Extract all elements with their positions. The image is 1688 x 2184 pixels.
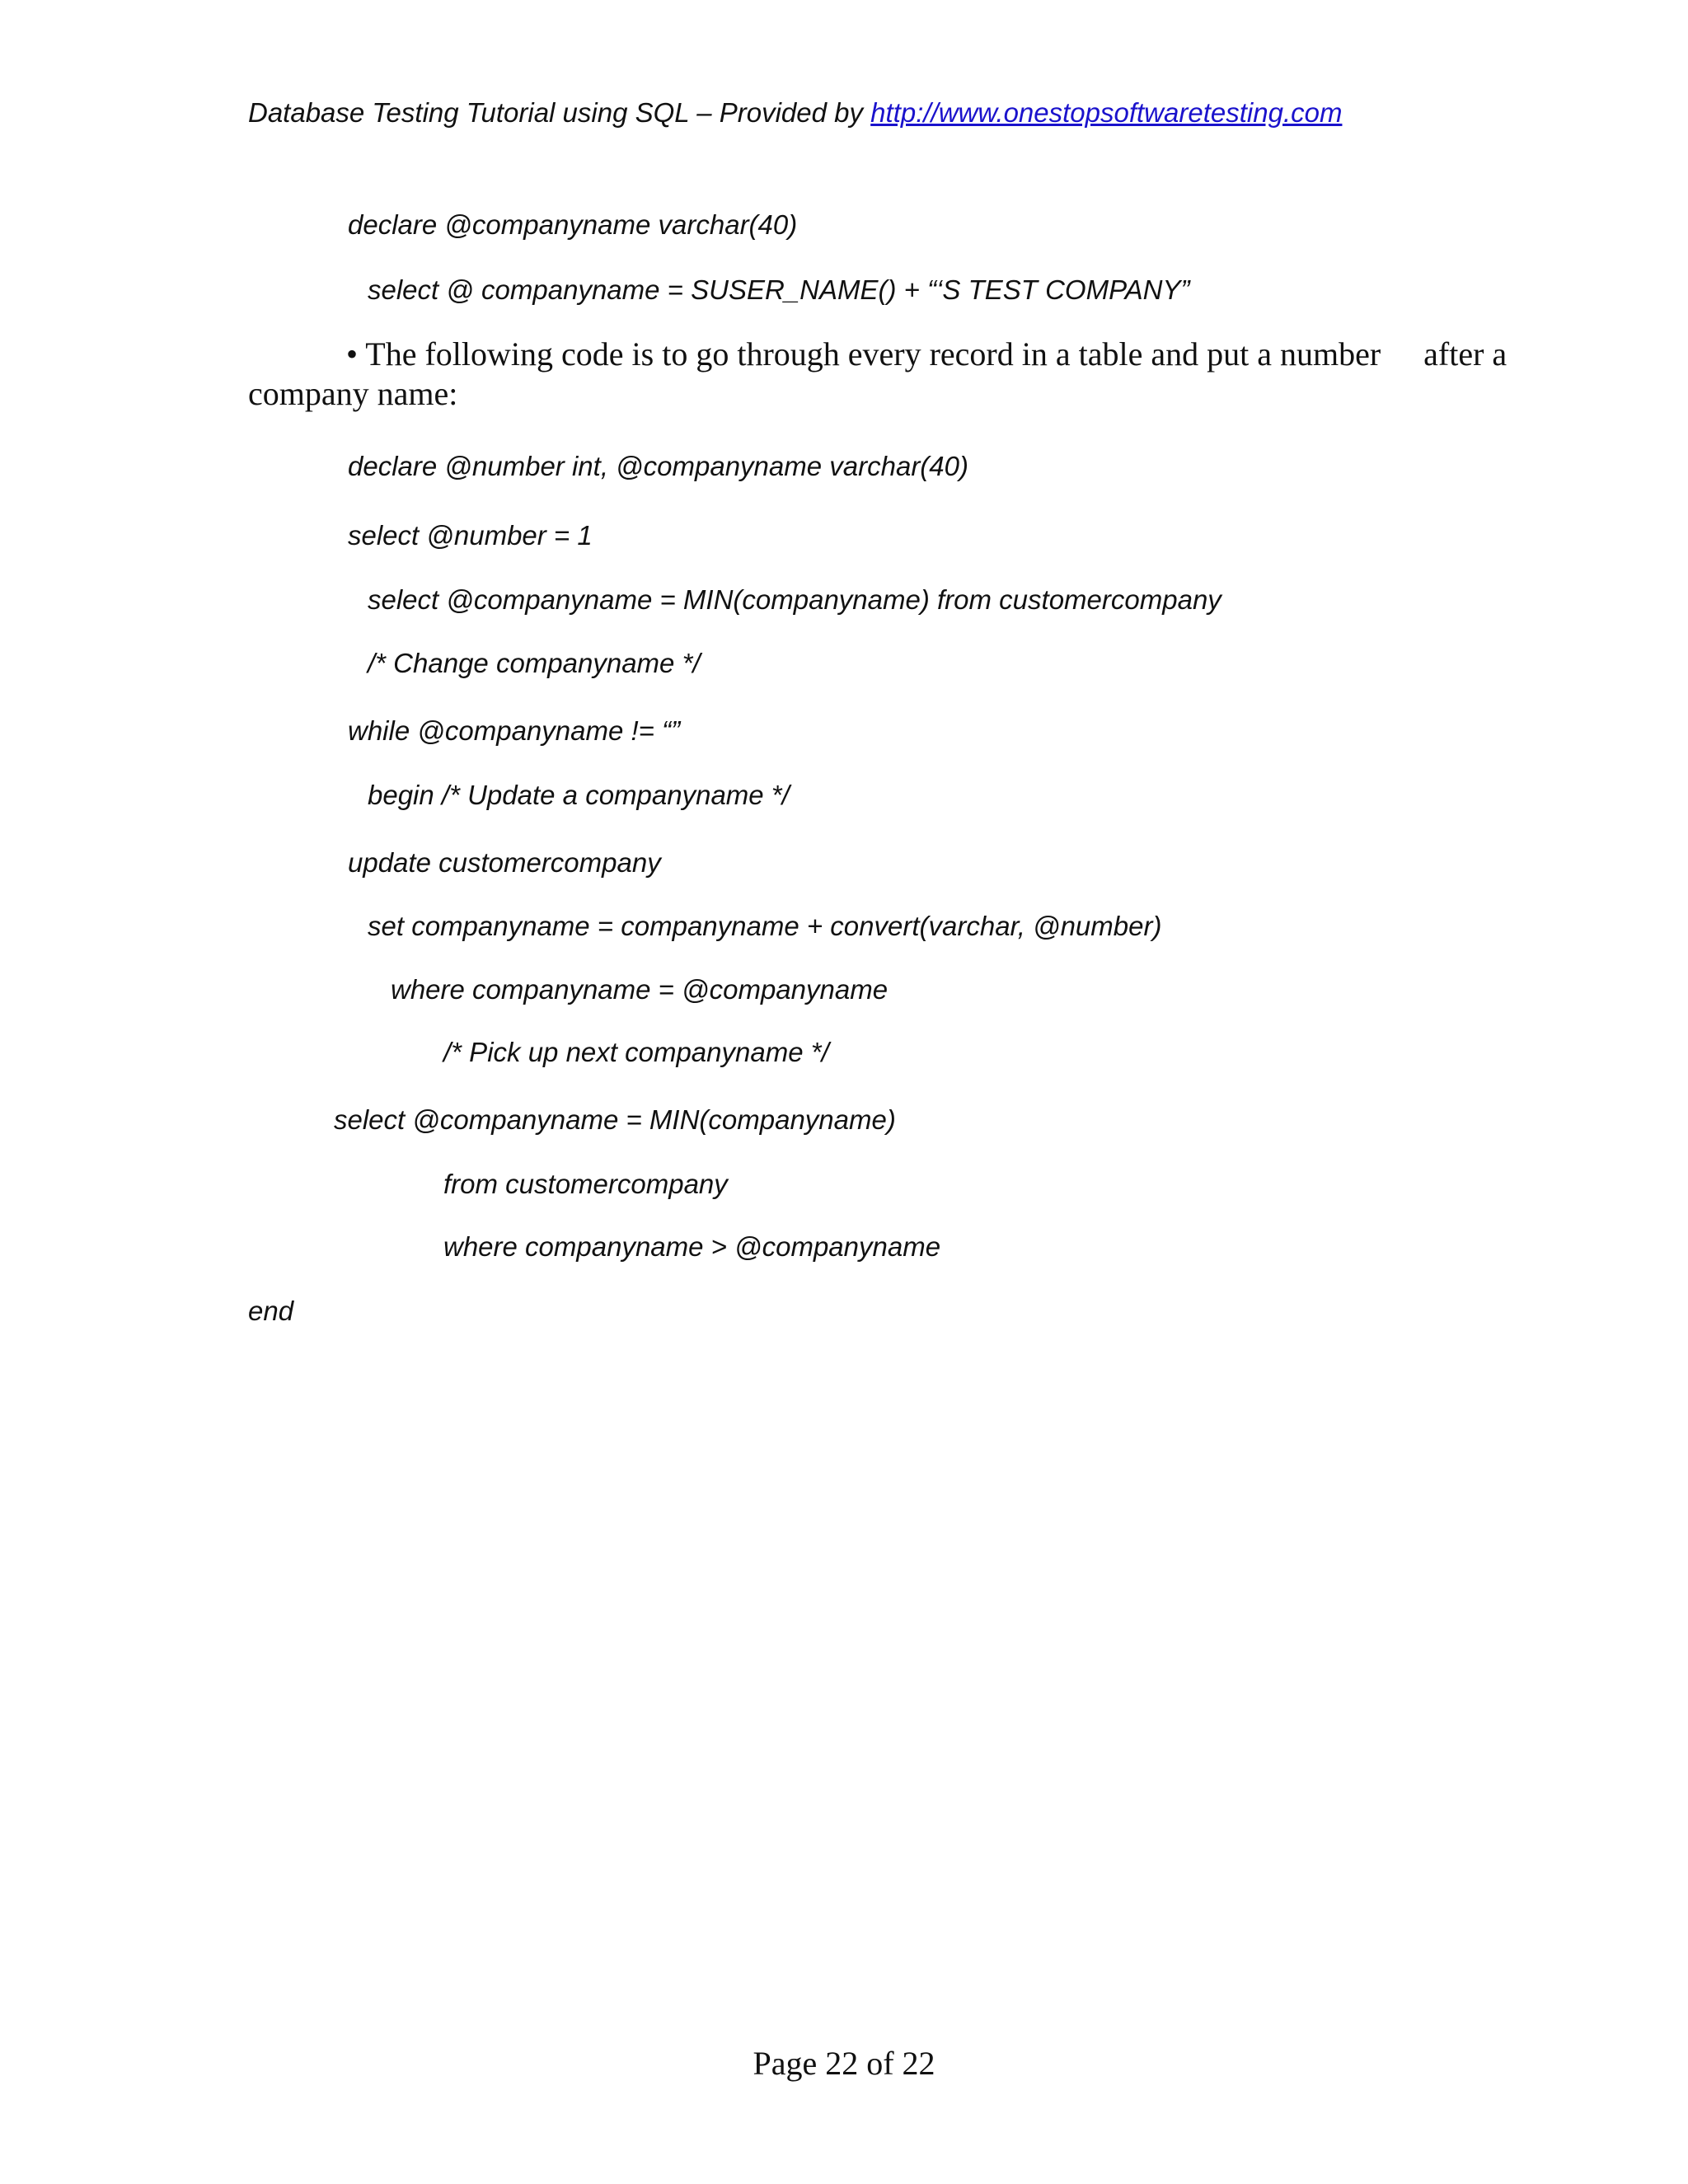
code-line-declare-number: declare @number int, @companyname varchar(40)	[348, 451, 968, 481]
page-header	[248, 97, 1342, 129]
code-line-select-suser-name: select @ companyname = SUSER_NAME() + “‘S TEST COMPANY”	[368, 274, 1190, 305]
code-line-comment-pick-up: /* Pick up next companyname */	[443, 1037, 829, 1067]
code-line-where-equal: where companyname = @companyname	[391, 974, 889, 1005]
code-line-begin: begin /* Update a companyname */	[368, 780, 790, 810]
code-line-end: end	[248, 1296, 294, 1326]
code-line-select-min: select @companyname = MIN(companyname) from customercompany	[368, 584, 1221, 615]
header-title: Database Testing Tutorial using SQL – Provided by	[248, 97, 871, 128]
page-number: Page 22 of 22	[753, 2045, 935, 2082]
paragraph-text-part1: The following code is to go through every record in a table and put a number	[365, 335, 1381, 373]
code-line-set: set companyname = companyname + convert(varchar, @number)	[368, 911, 1162, 941]
code-line-update: update customercompany	[348, 847, 661, 878]
instruction-paragraph	[248, 335, 1524, 414]
code-line-select-min-2: select @companyname = MIN(companyname)	[334, 1104, 896, 1135]
paragraph-text-line2: company name:	[248, 375, 458, 412]
code-line-while: while @companyname != “”	[348, 715, 681, 746]
bullet-icon: •	[346, 335, 359, 373]
code-line-from: from customercompany	[443, 1169, 728, 1199]
code-line-select-number: select @number = 1	[348, 520, 593, 551]
header-website-link[interactable]: http://www.onestopsoftwaretesting.com	[870, 97, 1343, 128]
code-line-comment-change: /* Change companyname */	[368, 648, 701, 678]
code-line-declare-companyname: declare @companyname varchar(40)	[348, 209, 798, 240]
code-line-where-greater: where companyname > @companyname	[443, 1231, 941, 1262]
paragraph-text-part2: after a	[1423, 335, 1507, 373]
